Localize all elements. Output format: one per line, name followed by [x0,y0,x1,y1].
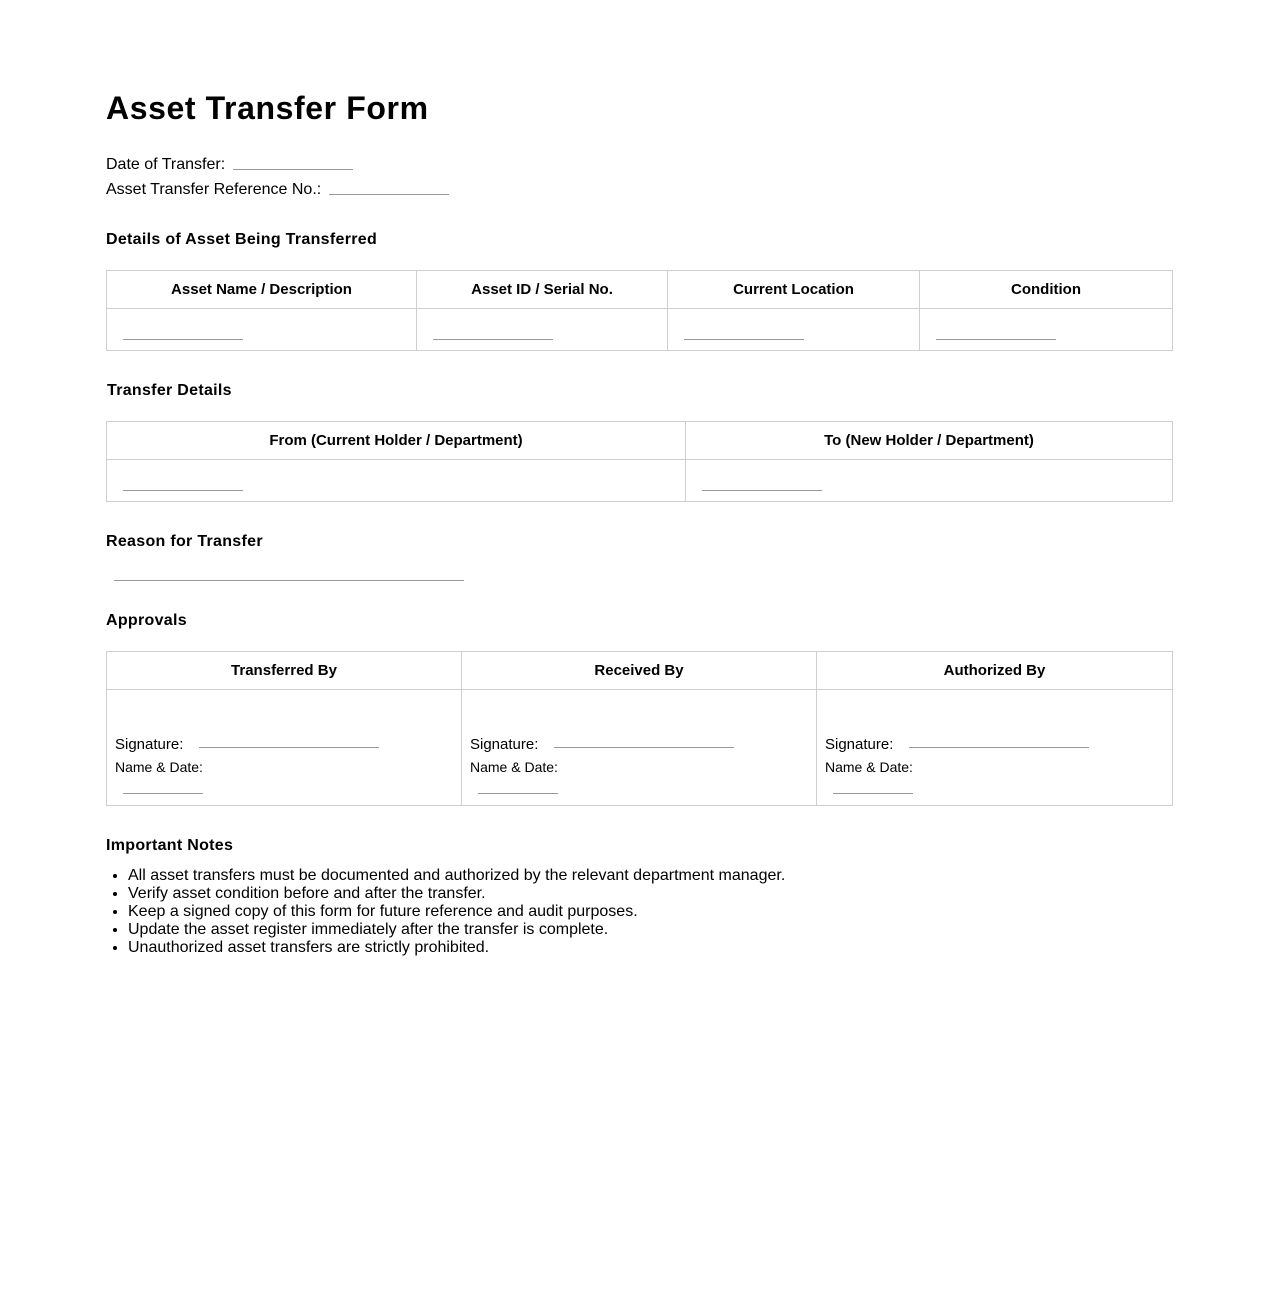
authorized-by-name-date-field[interactable] [833,793,913,794]
current-location-field[interactable] [684,339,804,340]
column-header-asset-name: Asset Name / Description [107,271,417,309]
signature-label: Signature: [825,736,894,753]
date-of-transfer-row [106,156,353,174]
list-item: • All asset transfers must be documented and authorized by the relevant department manager. [128,867,785,885]
authorized-by-cell [817,690,1173,806]
asset-name-field[interactable] [123,339,243,340]
transfer-details-table [106,421,1173,502]
signature-label: Signature: [470,736,539,753]
asset-name-cell[interactable] [107,309,417,351]
list-item: • Update the asset register immediately after the transfer is complete. [128,921,785,939]
received-by-cell [462,690,817,806]
transferred-by-cell [107,690,462,806]
from-holder-cell[interactable] [107,460,686,502]
reference-number-row [106,181,449,199]
asset-details-heading: Details of Asset Being Transferred [106,231,378,248]
transferred-by-name-date-field[interactable] [123,793,203,794]
list-item: • Keep a signed copy of this form for future reference and audit purposes. [128,903,785,921]
asset-id-field[interactable] [433,339,553,340]
received-by-name-date-field[interactable] [478,793,558,794]
to-holder-cell[interactable] [686,460,1173,502]
reference-number-label: Asset Transfer Reference No.: [106,181,322,198]
from-holder-field[interactable] [123,490,243,491]
received-by-signature-field[interactable] [554,747,734,748]
column-header-from: From (Current Holder / Department) [107,422,686,460]
column-header-received-by: Received By [462,652,817,690]
approvals-heading: Approvals [106,612,187,629]
column-header-to: To (New Holder / Department) [686,422,1173,460]
date-of-transfer-label: Date of Transfer: [106,156,226,173]
list-item: • Verify asset condition before and after the transfer. [128,885,785,903]
notes-list [106,867,785,957]
transferred-by-signature-field[interactable] [199,747,379,748]
approvals-table [106,651,1173,806]
condition-field[interactable] [936,339,1056,340]
name-date-label: Name & Date: [115,759,203,775]
reason-field[interactable] [114,579,464,581]
current-location-cell[interactable] [668,309,920,351]
reference-number-field[interactable] [329,193,449,195]
column-header-asset-id: Asset ID / Serial No. [417,271,668,309]
important-notes-heading: Important Notes [106,837,234,854]
table-row [107,690,1173,806]
transfer-details-heading: Transfer Details [107,382,232,399]
column-header-transferred-by: Transferred By [107,652,462,690]
to-holder-field[interactable] [702,490,822,491]
column-header-condition: Condition [920,271,1173,309]
name-date-label: Name & Date: [825,759,913,775]
page-title: Asset Transfer Form [106,90,429,126]
list-item: • Unauthorized asset transfers are strictly prohibited. [128,939,785,957]
table-row [107,460,1173,502]
date-of-transfer-field[interactable] [233,168,353,170]
column-header-authorized-by: Authorized By [817,652,1173,690]
column-header-current-location: Current Location [668,271,920,309]
condition-cell[interactable] [920,309,1173,351]
name-date-label: Name & Date: [470,759,558,775]
table-row [107,309,1173,351]
signature-label: Signature: [115,736,184,753]
authorized-by-signature-field[interactable] [909,747,1089,748]
asset-details-table [106,270,1173,351]
asset-id-cell[interactable] [417,309,668,351]
reason-heading: Reason for Transfer [106,533,263,550]
